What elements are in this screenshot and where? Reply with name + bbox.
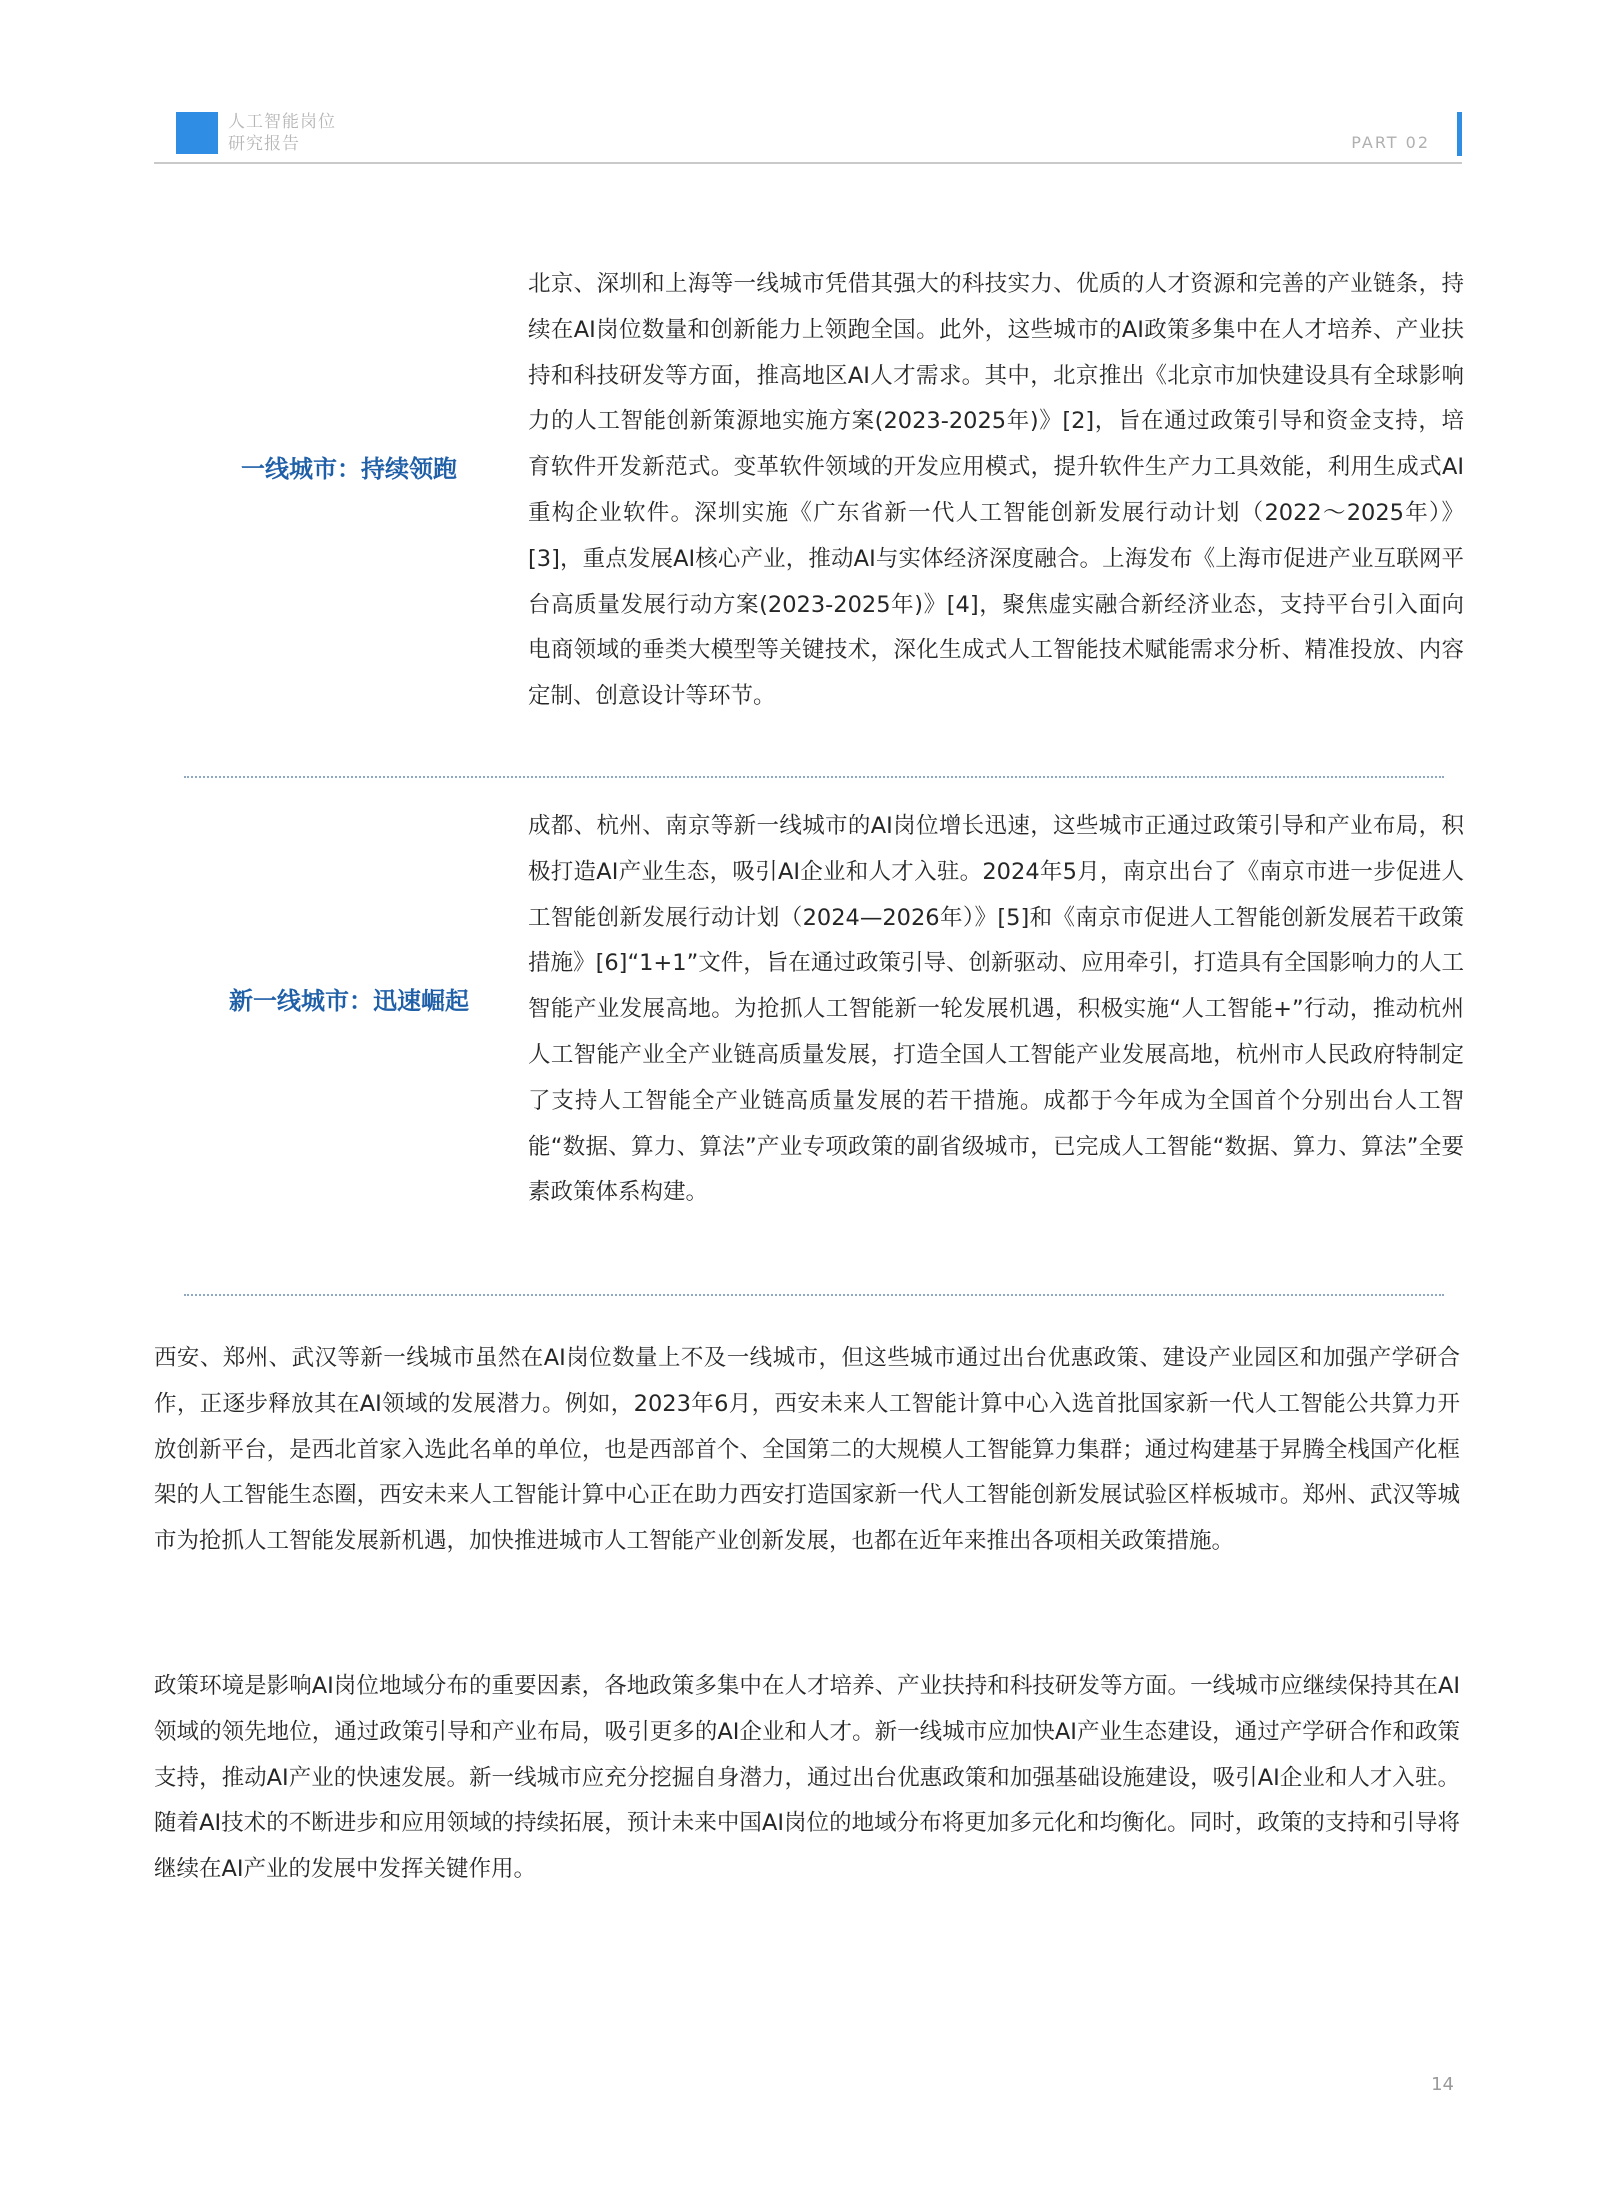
body-paragraph-1: 西安、郑州、武汉等新一线城市虽然在AI岗位数量上不及一线城市，但这些城市通过出台优惠政策、建设产业园区和加强产学研合作，正逐步释放其在AI领域的发展潜力。例如，2023年6月，西安未来人工智能计算中心入选首批国家新一代人工智能公共算力开放创新平台，是西北首家入选此名单的单位，也是西部首个、全国第二的大规模人工智能算力集群；通过构建基于昇腾全栈国产化框架的人工智能生态圈，西安未来人工智能计算中心正在助力西安打造国家新一代人工智能创新发展试验区样板城市。郑州、武汉等城市为抢抓人工智能发展新机遇，加快推进城市人工智能产业创新发展，也都在近年来推出各项相关政策措施。: [154, 1345, 1460, 1555]
header-title-line1: 人工智能岗位: [228, 112, 336, 132]
section-text-tier1: 北京、深圳和上海等一线城市凭借其强大的科技实力、优质的人才资源和完善的产业链条，持续在AI岗位数量和创新能力上领跑全国。此外，这些城市的AI政策多集中在人才培养、产业扶持和科技研发等方面，推高地区AI人才需求。其中，北京推出《北京市加快建设具有全球影响力的人工智能创新策源地实施方案(2023-2025年)》[2]，旨在通过政策引导和资金支持，培育软件开发新范式。变革软件领域的开发应用模式，提升软件生产力工具效能，利用生成式AI重构企业软件。深圳实施《广东省新一代人工智能创新发展行动计划（2022～2025年）》[3]，重点发展AI核心产业，推动AI与实体经济深度融合。上海发布《上海市促进产业互联网平台高质量发展行动方案(2023-2025年)》[4]，聚焦虚实融合新经济业态，支持平台引入面向电商领域的垂类大模型等关键技术，深化生成式人工智能技术赋能需求分析、精准投放、内容定制、创意设计等环节。: [528, 271, 1464, 710]
header-accent-bar: [1457, 112, 1462, 156]
header-part-label: PART 02: [1351, 133, 1430, 152]
section-new-tier1-cities: [184, 804, 1464, 1264]
section-divider-1: [184, 776, 1444, 778]
body-paragraph-2: 政策环境是影响AI岗位地域分布的重要因素，各地政策多集中在人才培养、产业扶持和科技研发等方面。一线城市应继续保持其在AI领域的领先地位，通过政策引导和产业布局，吸引更多的AI企业和人才。新一线城市应加快AI产业生态建设，通过产学研合作和政策支持，推动AI产业的快速发展。新一线城市应充分挖掘自身潜力，通过出台优惠政策和加强基础设施建设，吸引AI企业和人才入驻。随着AI技术的不断进步和应用领域的持续拓展，预计未来中国AI岗位的地域分布将更加多元化和均衡化。同时，政策的支持和引导将继续在AI产业的发展中发挥关键作用。: [154, 1673, 1460, 1883]
header-title: [228, 111, 336, 155]
header-title-line2: 研究报告: [228, 134, 300, 154]
section-label-tier1: 一线城市：持续领跑: [241, 455, 457, 483]
section-divider-2: [184, 1294, 1444, 1296]
header-logo-block: [176, 112, 218, 154]
section-label-new-tier1: 新一线城市：迅速崛起: [229, 987, 469, 1015]
header-rule: [154, 162, 1462, 164]
section-text-new-tier1: 成都、杭州、南京等新一线城市的AI岗位增长迅速，这些城市正通过政策引导和产业布局，积极打造AI产业生态，吸引AI企业和人才入驻。2024年5月，南京出台了《南京市进一步促进人工智能创新发展行动计划（2024—2026年）》[5]和《南京市促进人工智能创新发展若干政策措施》[6]“1+1”文件，旨在通过政策引导、创新驱动、应用牵引，打造具有全国影响力的人工智能产业发展高地。为抢抓人工智能新一轮发展机遇，积极实施“人工智能+”行动，推动杭州人工智能产业全产业链高质量发展，打造全国人工智能产业发展高地，杭州市人民政府特制定了支持人工智能全产业链高质量发展的若干措施。成都于今年成为全国首个分别出台人工智能“数据、算力、算法”产业专项政策的副省级城市，已完成人工智能“数据、算力、算法”全要素政策体系构建。: [528, 813, 1464, 1206]
page-number: 14: [1431, 2074, 1454, 2095]
section-tier1-cities: [184, 262, 1464, 762]
